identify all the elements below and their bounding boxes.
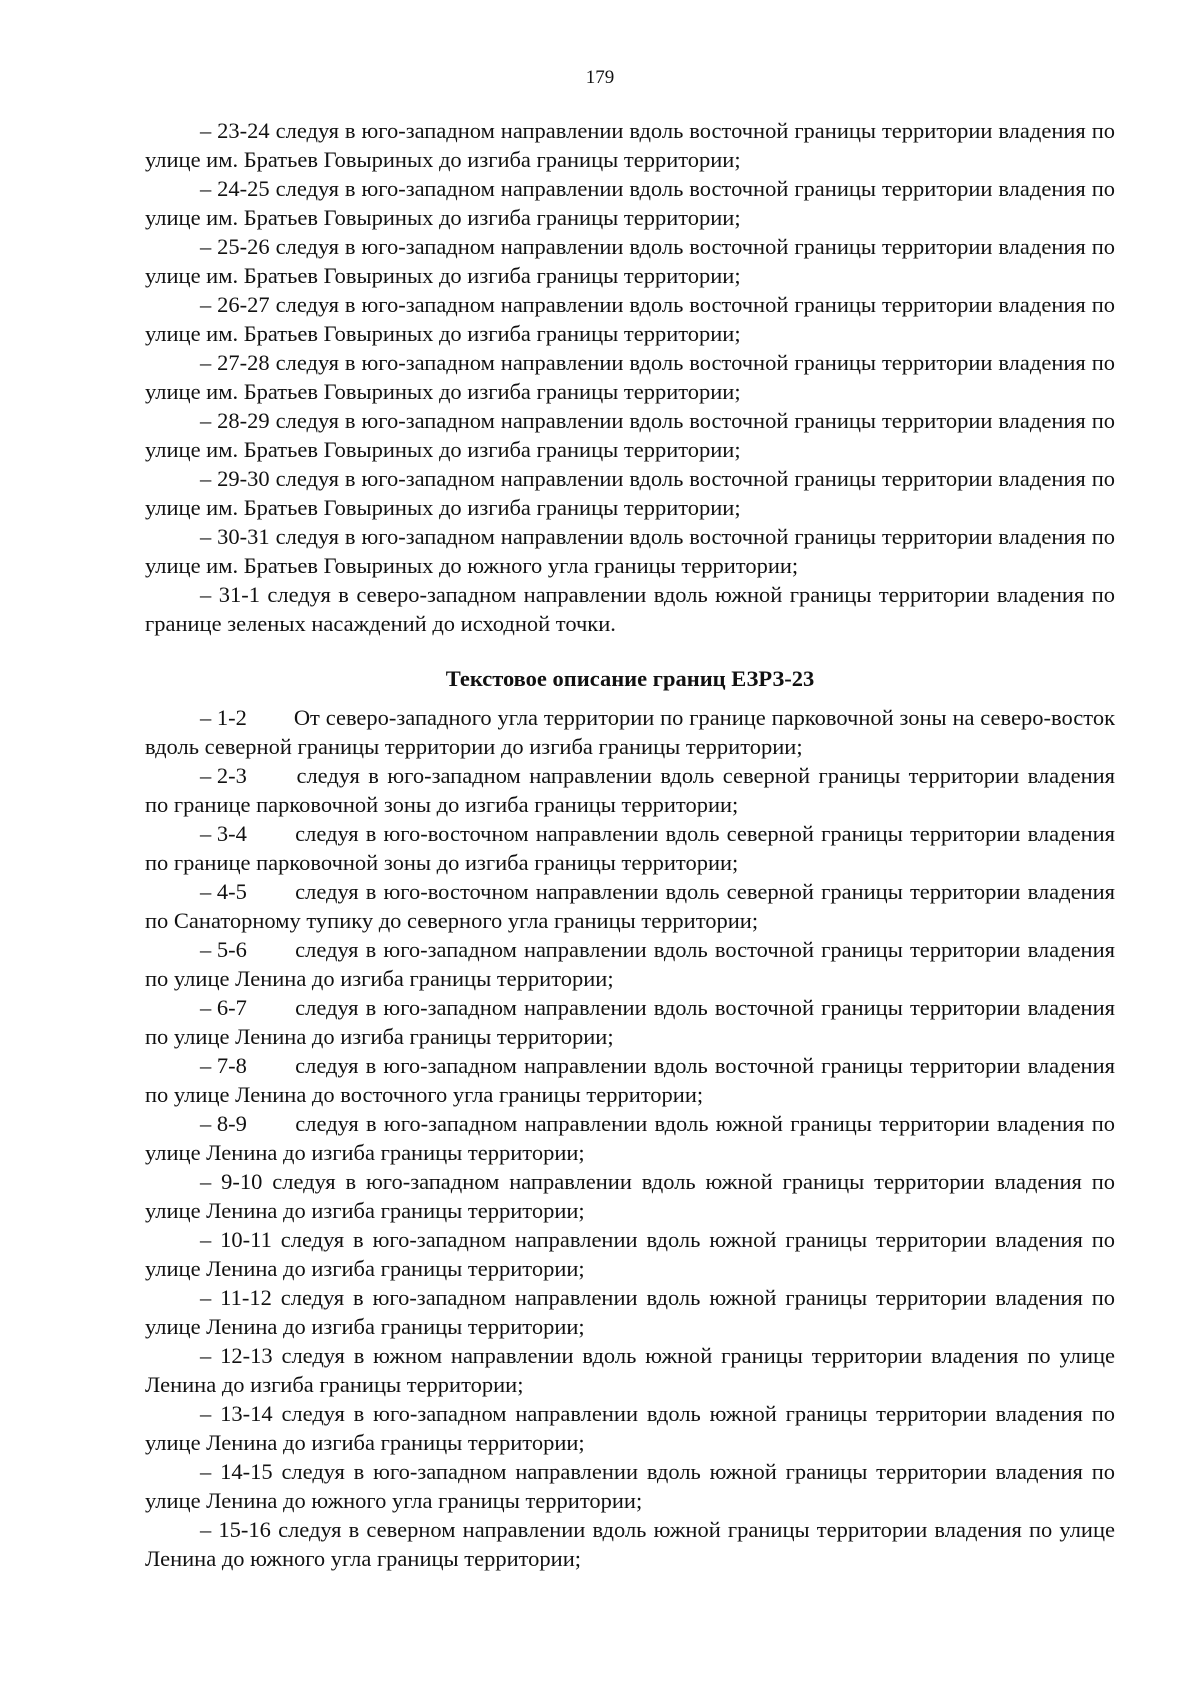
boundary-item xyxy=(145,580,1115,638)
segment-code: – 5-6 xyxy=(200,937,247,962)
segment-text: следуя в юго-западном направлении вдоль южной границы территории владения по улице Ленина до изгиба границы территории; xyxy=(145,1227,1115,1281)
segment-text: следуя в юго-западном направлении вдоль восточной границы территории владения по улице им. Братьев Говыриных до южного угла границы территории; xyxy=(145,524,1115,578)
boundary-item xyxy=(145,174,1115,232)
segment-code: – 24-25 xyxy=(200,176,270,201)
segment-code: – 25-26 xyxy=(200,234,270,259)
segment-text: следуя в юго-западном направлении вдоль восточной границы территории владения по улице Ленина до изгиба границы территории; xyxy=(145,995,1115,1049)
segment-code: – 15-16 xyxy=(200,1517,271,1542)
boundary-item xyxy=(145,116,1115,174)
segment-code: – 7-8 xyxy=(200,1053,247,1078)
segment-text: следуя в юго-западном направлении вдоль восточной границы территории владения по улице им. Братьев Говыриных до изгиба границы территории; xyxy=(145,408,1115,462)
segment-code: – 3-4 xyxy=(200,821,247,846)
segment-code: – 14-15 xyxy=(200,1459,273,1484)
segment-code: – 28-29 xyxy=(200,408,270,433)
segment-text: следуя в юго-западном направлении вдоль восточной границы территории владения по улице им. Братьев Говыриных до изгиба границы территории; xyxy=(145,466,1115,520)
segment-code: – 30-31 xyxy=(200,524,270,549)
segment-text: От северо-западного угла территории по границе парковочной зоны на северо-восток вдоль северной границы территории до изгиба границы территории; xyxy=(145,705,1115,759)
segment-text: следуя в юго-западном направлении вдоль восточной границы территории владения по улице им. Братьев Говыриных до изгиба границы территории; xyxy=(145,176,1115,230)
boundary-item xyxy=(145,935,1115,993)
segment-text: следуя в юго-восточном направлении вдоль северной границы территории владения по Санаторному тупику до северного угла границы территории; xyxy=(145,879,1115,933)
segment-code: – 8-9 xyxy=(200,1111,247,1136)
segment-text: следуя в юго-западном направлении вдоль восточной границы территории владения по улице им. Братьев Говыриных до изгиба границы территории; xyxy=(145,234,1115,288)
segment-code: – 9-10 xyxy=(200,1169,263,1194)
document-body xyxy=(145,116,1115,1573)
segment-text: следуя в юго-западном направлении вдоль южной границы территории владения по улице Ленина до изгиба границы территории; xyxy=(145,1401,1116,1455)
segment-text: следуя в юго-западном направлении вдоль южной границы территории владения по улице Ленина до изгиба границы территории; xyxy=(145,1111,1115,1165)
segment-code: – 6-7 xyxy=(200,995,247,1020)
section-2-list xyxy=(145,703,1115,1573)
segment-text: следуя в юго-западном направлении вдоль южной границы территории владения по улице Ленина до южного угла границы территории; xyxy=(145,1459,1116,1513)
segment-text: следуя в южном направлении вдоль южной границы территории владения по улице Ленина до изгиба границы территории; xyxy=(145,1343,1116,1397)
segment-code: – 11-12 xyxy=(200,1285,272,1310)
section-heading: Текстовое описание границ ЕЗРЗ-23 xyxy=(445,666,815,691)
segment-code: – 23-24 xyxy=(200,118,270,143)
segment-text: следуя в юго-западном направлении вдоль южной границы территории владения по улице Ленина до изгиба границы территории; xyxy=(145,1169,1116,1223)
section-1-list xyxy=(145,116,1115,638)
segment-text: следуя в северном направлении вдоль южной границы территории владения по улице Ленина до южного угла границы территории; xyxy=(145,1517,1115,1571)
boundary-item xyxy=(145,1109,1115,1167)
boundary-item xyxy=(145,819,1115,877)
segment-code: – 10-11 xyxy=(200,1227,272,1252)
segment-text: следуя в юго-западном направлении вдоль восточной границы территории владения по улице им. Братьев Говыриных до изгиба границы территории; xyxy=(145,292,1115,346)
segment-text: следуя в юго-западном направлении вдоль северной границы территории владения по границе парковочной зоны до изгиба границы территории; xyxy=(145,763,1115,817)
boundary-item xyxy=(145,703,1115,761)
segment-code: – 31-1 xyxy=(200,582,260,607)
segment-code: – 2-3 xyxy=(200,763,247,788)
boundary-item xyxy=(145,1515,1115,1573)
segment-code: – 1-2 xyxy=(200,705,247,730)
boundary-item xyxy=(145,1225,1115,1283)
boundary-item xyxy=(145,290,1115,348)
boundary-item xyxy=(145,232,1115,290)
segment-code: – 29-30 xyxy=(200,466,270,491)
page-number: 179 xyxy=(585,67,615,88)
boundary-item xyxy=(145,1283,1115,1341)
segment-code: – 4-5 xyxy=(200,879,247,904)
segment-text: следуя в юго-западном направлении вдоль восточной границы территории владения по улице Ленина до восточного угла границы территории; xyxy=(145,1053,1115,1107)
boundary-item xyxy=(145,522,1115,580)
boundary-item xyxy=(145,877,1115,935)
segment-text: следуя в юго-восточном направлении вдоль северной границы территории владения по границе парковочной зоны до изгиба границы территории; xyxy=(145,821,1115,875)
segment-code: – 13-14 xyxy=(200,1401,273,1426)
segment-text: следуя в юго-западном направлении вдоль восточной границы территории владения по улице им. Братьев Говыриных до изгиба границы территории; xyxy=(145,118,1115,172)
boundary-item xyxy=(145,1341,1115,1399)
boundary-item xyxy=(145,993,1115,1051)
boundary-item xyxy=(145,1051,1115,1109)
boundary-item xyxy=(145,1399,1115,1457)
boundary-item xyxy=(145,464,1115,522)
boundary-item xyxy=(145,761,1115,819)
segment-text: следуя в юго-западном направлении вдоль южной границы территории владения по улице Ленина до изгиба границы территории; xyxy=(145,1285,1115,1339)
boundary-item xyxy=(145,1167,1115,1225)
segment-code: – 12-13 xyxy=(200,1343,273,1368)
segment-code: – 27-28 xyxy=(200,350,270,375)
boundary-item xyxy=(145,348,1115,406)
segment-code: – 26-27 xyxy=(200,292,270,317)
boundary-item xyxy=(145,406,1115,464)
boundary-item xyxy=(145,1457,1115,1515)
segment-text: следуя в юго-западном направлении вдоль восточной границы территории владения по улице им. Братьев Говыриных до изгиба границы территории; xyxy=(145,350,1115,404)
segment-text: следуя в юго-западном направлении вдоль восточной границы территории владения по улице Ленина до изгиба границы территории; xyxy=(145,937,1115,991)
segment-text: следуя в северо-западном направлении вдоль южной границы территории владения по границе зеленых насаждений до исходной точки. xyxy=(145,582,1115,636)
